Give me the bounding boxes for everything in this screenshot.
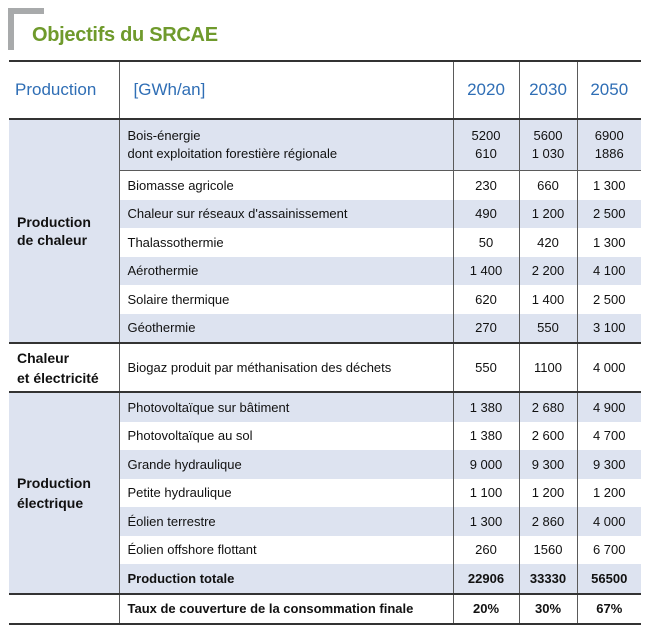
- row-label: Chaleur sur réseaux d'assainissement: [119, 200, 453, 229]
- row-label-line2: dont exploitation forestière régionale: [127, 146, 338, 161]
- taux-empty-cell: [9, 594, 119, 624]
- value-2030: 1 200: [519, 479, 577, 508]
- category-cogen-line2: et électricité: [17, 369, 99, 386]
- value-2050: 4 000: [577, 343, 641, 392]
- row-label: Aérothermie: [119, 257, 453, 286]
- category-electrique-line2: électrique: [17, 494, 84, 511]
- value-2030: 1 200: [519, 200, 577, 229]
- value-2020: 1 400: [453, 257, 519, 286]
- value-2030: 2 200: [519, 257, 577, 286]
- value-2050: [577, 119, 641, 171]
- category-chaleur-line2: de chaleur: [17, 232, 88, 248]
- value-2020: 9 000: [453, 450, 519, 479]
- table-row: [9, 392, 641, 422]
- value-line2: 1 030: [531, 146, 565, 161]
- row-label: Éolien terrestre: [119, 507, 453, 536]
- value-line1: 6900: [594, 128, 624, 143]
- row-label: Grande hydraulique: [119, 450, 453, 479]
- value-line1: 5600: [533, 128, 563, 143]
- value-2050: 4 900: [577, 392, 641, 422]
- row-label: Thalassothermie: [119, 228, 453, 257]
- row-label: Solaire thermique: [119, 285, 453, 314]
- value-2020: 1 300: [453, 507, 519, 536]
- value-2050: 4 100: [577, 257, 641, 286]
- value-2030: 9 300: [519, 450, 577, 479]
- header-year-2050: 2050: [577, 61, 641, 119]
- value-2030: 550: [519, 314, 577, 344]
- value-2020: 490: [453, 200, 519, 229]
- category-cogen-line1: Chaleur: [17, 349, 70, 366]
- taux-row: [9, 594, 641, 624]
- row-label: [119, 119, 453, 171]
- value-2020: 260: [453, 536, 519, 565]
- header-year-2030: 2030: [519, 61, 577, 119]
- row-label: Biomasse agricole: [119, 171, 453, 200]
- taux-2050: 67%: [577, 594, 641, 624]
- value-2050: 1 300: [577, 171, 641, 200]
- row-label: Photovoltaïque au sol: [119, 422, 453, 451]
- row-label: Photovoltaïque sur bâtiment: [119, 392, 453, 422]
- value-2050: 9 300: [577, 450, 641, 479]
- total-2050: 56500: [577, 564, 641, 594]
- value-2030: 1100: [519, 343, 577, 392]
- corner-mark-vertical: [8, 8, 14, 50]
- total-2030: 33330: [519, 564, 577, 594]
- value-2030: 2 860: [519, 507, 577, 536]
- value-2020: 50: [453, 228, 519, 257]
- table-row: [9, 343, 641, 392]
- value-2030: 2 600: [519, 422, 577, 451]
- category-cogen: [9, 343, 119, 392]
- row-label: Géothermie: [119, 314, 453, 344]
- page-title: Objectifs du SRCAE: [32, 24, 218, 46]
- taux-2020: 20%: [453, 594, 519, 624]
- value-2030: 2 680: [519, 392, 577, 422]
- value-2030: [519, 119, 577, 171]
- value-2020: 230: [453, 171, 519, 200]
- header-row: [9, 61, 641, 119]
- value-line2: 1886: [594, 146, 624, 161]
- value-2050: 4 000: [577, 507, 641, 536]
- value-2050: 1 300: [577, 228, 641, 257]
- value-2050: 3 100: [577, 314, 641, 344]
- value-2020: 270: [453, 314, 519, 344]
- category-chaleur-line1: Production: [17, 214, 91, 230]
- value-2050: 4 700: [577, 422, 641, 451]
- header-unit: [GWh/an]: [119, 61, 453, 119]
- value-2020: 620: [453, 285, 519, 314]
- value-2030: 420: [519, 228, 577, 257]
- value-line1: 5200: [471, 128, 501, 143]
- total-2020: 22906: [453, 564, 519, 594]
- value-2020: 550: [453, 343, 519, 392]
- value-2020: 1 380: [453, 422, 519, 451]
- srcae-table: [9, 60, 641, 625]
- taux-2030: 30%: [519, 594, 577, 624]
- value-2050: 2 500: [577, 200, 641, 229]
- row-label: Éolien offshore flottant: [119, 536, 453, 565]
- taux-label: Taux de couverture de la consommation finale: [119, 594, 453, 624]
- header-production: Production: [9, 61, 119, 119]
- category-electrique-line1: Production: [17, 474, 91, 491]
- value-2020: [453, 119, 519, 171]
- row-label: Petite hydraulique: [119, 479, 453, 508]
- value-2020: 1 100: [453, 479, 519, 508]
- value-2020: 1 380: [453, 392, 519, 422]
- value-2050: 1 200: [577, 479, 641, 508]
- category-electrique: [9, 392, 119, 594]
- table-row: [9, 119, 641, 171]
- value-2050: 2 500: [577, 285, 641, 314]
- value-2050: 6 700: [577, 536, 641, 565]
- value-line2: 610: [475, 146, 497, 161]
- total-label: Production totale: [119, 564, 453, 594]
- header-year-2020: 2020: [453, 61, 519, 119]
- value-2030: 1560: [519, 536, 577, 565]
- value-2030: 660: [519, 171, 577, 200]
- value-2030: 1 400: [519, 285, 577, 314]
- category-chaleur: [9, 119, 119, 343]
- row-label-line1: Bois-énergie: [127, 128, 201, 143]
- row-label: Biogaz produit par méthanisation des déchets: [119, 343, 453, 392]
